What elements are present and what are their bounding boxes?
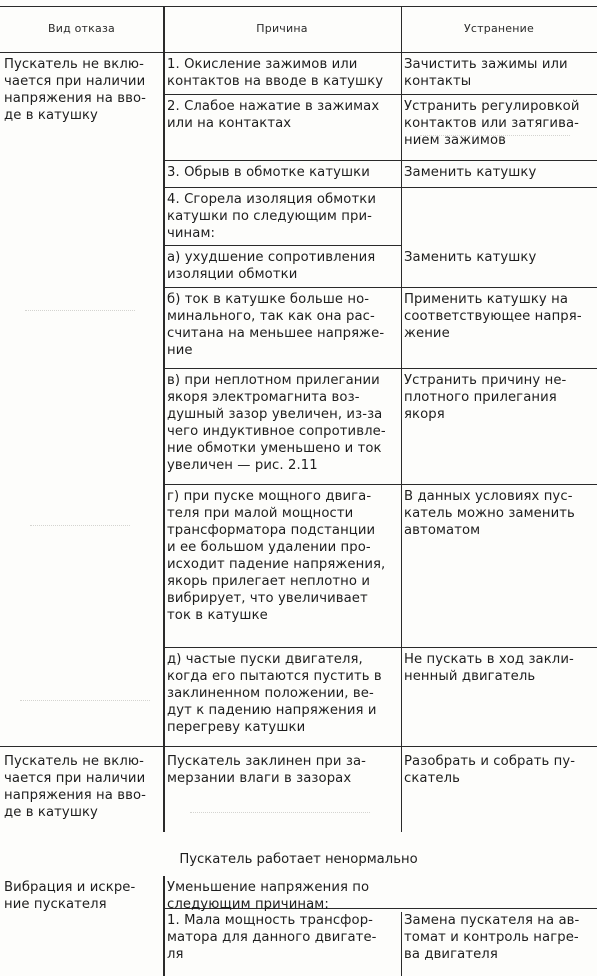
table-cell-col3 xyxy=(404,98,580,149)
table-cell-col2 xyxy=(167,249,375,283)
cell-line: напряжения на вво- xyxy=(4,91,147,106)
table-cell-col3 xyxy=(404,249,536,266)
table-cell-col1 xyxy=(4,56,146,124)
cell-line: следующим причинам: xyxy=(167,897,329,912)
cell-line: Устранить причину не- xyxy=(404,373,567,388)
column-divider-2-lower xyxy=(401,912,402,976)
cell-line: увеличен — рис. 2.11 xyxy=(167,458,318,473)
table-cell-col3 xyxy=(404,488,575,539)
cell-line: катель можно заменить xyxy=(404,506,575,521)
cell-line: перегреву катушки xyxy=(167,720,306,735)
cell-line: Пускатель не вклю- xyxy=(4,57,144,72)
cell-line: когда его пытаются пустить в xyxy=(167,669,382,684)
cell-line: скатель xyxy=(404,771,460,786)
cell-line: а) ухудшение сопротивления xyxy=(167,250,376,265)
header-cause: Причина xyxy=(256,22,308,35)
cell-line: Пускатель заклинен при за- xyxy=(167,754,367,769)
section-title: Пускатель работает ненормально xyxy=(179,852,418,867)
cell-line: трансформатора подстанции xyxy=(167,523,376,538)
row-rule xyxy=(0,746,597,747)
cell-line: контактов на вводе в катушку xyxy=(167,74,384,89)
table-cell-col2 xyxy=(167,291,384,359)
cell-line: ля xyxy=(167,947,184,962)
cell-line: контакты xyxy=(404,74,472,89)
cell-line: душный зазор увеличен, из-за xyxy=(167,407,383,422)
table-cell-col2 xyxy=(167,651,382,736)
cell-line: чинам: xyxy=(167,226,216,241)
cell-line: нием зажимов xyxy=(404,133,506,148)
cell-line: в) при неплотном прилегании xyxy=(167,373,380,388)
cell-line: Замена пускателя на ав- xyxy=(404,913,580,928)
cell-line: автоматом xyxy=(404,523,481,538)
row-rule xyxy=(164,484,597,485)
cell-line: ненный двигатель xyxy=(404,669,536,684)
cell-line: де в катушку xyxy=(4,805,98,820)
cell-line: плотного прилегания xyxy=(404,390,557,405)
cell-line: Пускатель не вклю- xyxy=(4,754,144,769)
cell-line: якоря xyxy=(404,407,445,422)
row-rule xyxy=(164,287,597,288)
cell-line: ние обмотки уменьшено и ток xyxy=(167,441,382,456)
cell-line: д) частые пуски двигателя, xyxy=(167,652,363,667)
cell-line: чается при наличии xyxy=(4,74,146,89)
cell-line: 1. Окисление зажимов или xyxy=(167,57,358,72)
table-cell-col2 xyxy=(167,753,366,787)
cell-line: Устранить регулировкой xyxy=(404,99,580,114)
cell-line: и ее большом удалении про- xyxy=(167,540,371,555)
cell-line: изоляции обмотки xyxy=(167,267,298,282)
table-cell-col2 xyxy=(167,56,383,90)
cell-line: заклиненном положении, ве- xyxy=(167,686,374,701)
cell-line: 3. Обрыв в обмотке катушки xyxy=(167,165,370,180)
table-cell-col3 xyxy=(404,56,568,90)
row-rule xyxy=(164,368,597,369)
table-cell-col2 xyxy=(167,879,369,913)
header-cause-failure: Вид отказа xyxy=(48,22,115,35)
table-cell-col3 xyxy=(404,291,582,342)
row-rule xyxy=(164,94,597,95)
cell-line: чается при наличии xyxy=(4,771,146,786)
table-cell-col3 xyxy=(404,164,536,181)
cell-line: контактов или затягива- xyxy=(404,116,579,131)
cell-line: считана на меньшее напряже- xyxy=(167,326,385,341)
row-rule xyxy=(164,160,597,161)
cell-line: б) ток в катушке больше но- xyxy=(167,292,370,307)
cell-line: Вибрация и искре- xyxy=(4,880,136,895)
cell-line: Разобрать и собрать пу- xyxy=(404,754,576,769)
cell-line: матора для данного двигате- xyxy=(167,930,377,945)
cell-line: мерзании влаги в зазорах xyxy=(167,771,352,786)
header-bottom-rule xyxy=(0,52,597,53)
cell-line: 1. Мала мощность трансфор- xyxy=(167,913,374,928)
cell-line: ние пускателя xyxy=(4,897,107,912)
cell-line: 4. Сгорела изоляция обмотки xyxy=(167,192,376,207)
table-cell-col1 xyxy=(4,879,135,913)
cell-line: вибрирует, что увеличивает xyxy=(167,591,368,606)
table-top-rule xyxy=(0,6,597,7)
cell-line: г) при пуске мощного двига- xyxy=(167,489,372,504)
table-cell-col2 xyxy=(167,372,386,474)
table-cell-col3 xyxy=(404,753,575,787)
table-cell-col2 xyxy=(167,191,376,242)
cell-line: томат и контроль нагре- xyxy=(404,930,579,945)
column-divider-2 xyxy=(401,6,402,832)
row-rule xyxy=(164,187,597,188)
cell-line: Не пускать в ход закли- xyxy=(404,652,574,667)
header-remedy: Устранение xyxy=(464,22,534,35)
table-cell-col2 xyxy=(167,488,385,624)
cell-line: де в катушку xyxy=(4,108,98,123)
cell-line: теля при малой мощности xyxy=(167,506,354,521)
cell-line: чего индуктивное сопротивле- xyxy=(167,424,386,439)
cell-line: или на контактах xyxy=(167,116,292,131)
cell-line: жение xyxy=(404,326,450,341)
cell-line: ние xyxy=(167,343,193,358)
cell-line: минального, так как она рас- xyxy=(167,309,375,324)
cell-line: соответствующее напря- xyxy=(404,309,582,324)
cell-line: Заменить катушку xyxy=(404,165,537,180)
table-cell-col3 xyxy=(404,912,579,963)
table-cell-col1 xyxy=(4,753,146,821)
cell-line: дут к падению напряжения и xyxy=(167,703,377,718)
table-cell-col3 xyxy=(404,651,574,685)
cell-line: 2. Слабое нажатие в зажимах xyxy=(167,99,380,114)
cell-line: Заменить катушку xyxy=(404,250,537,265)
row-rule xyxy=(164,245,401,246)
table-cell-col2 xyxy=(167,912,377,963)
cell-line: Уменьшение напряжения по xyxy=(167,880,370,895)
cell-line: исходит падение напряжения, xyxy=(167,557,386,572)
row-rule xyxy=(164,647,597,648)
table-cell-col3 xyxy=(404,372,566,423)
cell-line: якорь прилегает неплотно и xyxy=(167,574,370,589)
table-cell-col2 xyxy=(167,98,379,132)
column-divider-1 xyxy=(163,6,165,832)
cell-line: якоря электромагнита воз- xyxy=(167,390,360,405)
cell-line: В данных условиях пус- xyxy=(404,489,573,504)
cell-line: ток в катушке xyxy=(167,608,268,623)
cell-line: Применить катушку на xyxy=(404,292,569,307)
cell-line: Зачистить зажимы или xyxy=(404,57,568,72)
cell-line: катушки по следующим при- xyxy=(167,209,372,224)
cell-line: ва двигателя xyxy=(404,947,498,962)
table-cell-col2 xyxy=(167,164,370,181)
cell-line: напряжения на вво- xyxy=(4,788,147,803)
column-divider-1-lower xyxy=(163,876,165,976)
